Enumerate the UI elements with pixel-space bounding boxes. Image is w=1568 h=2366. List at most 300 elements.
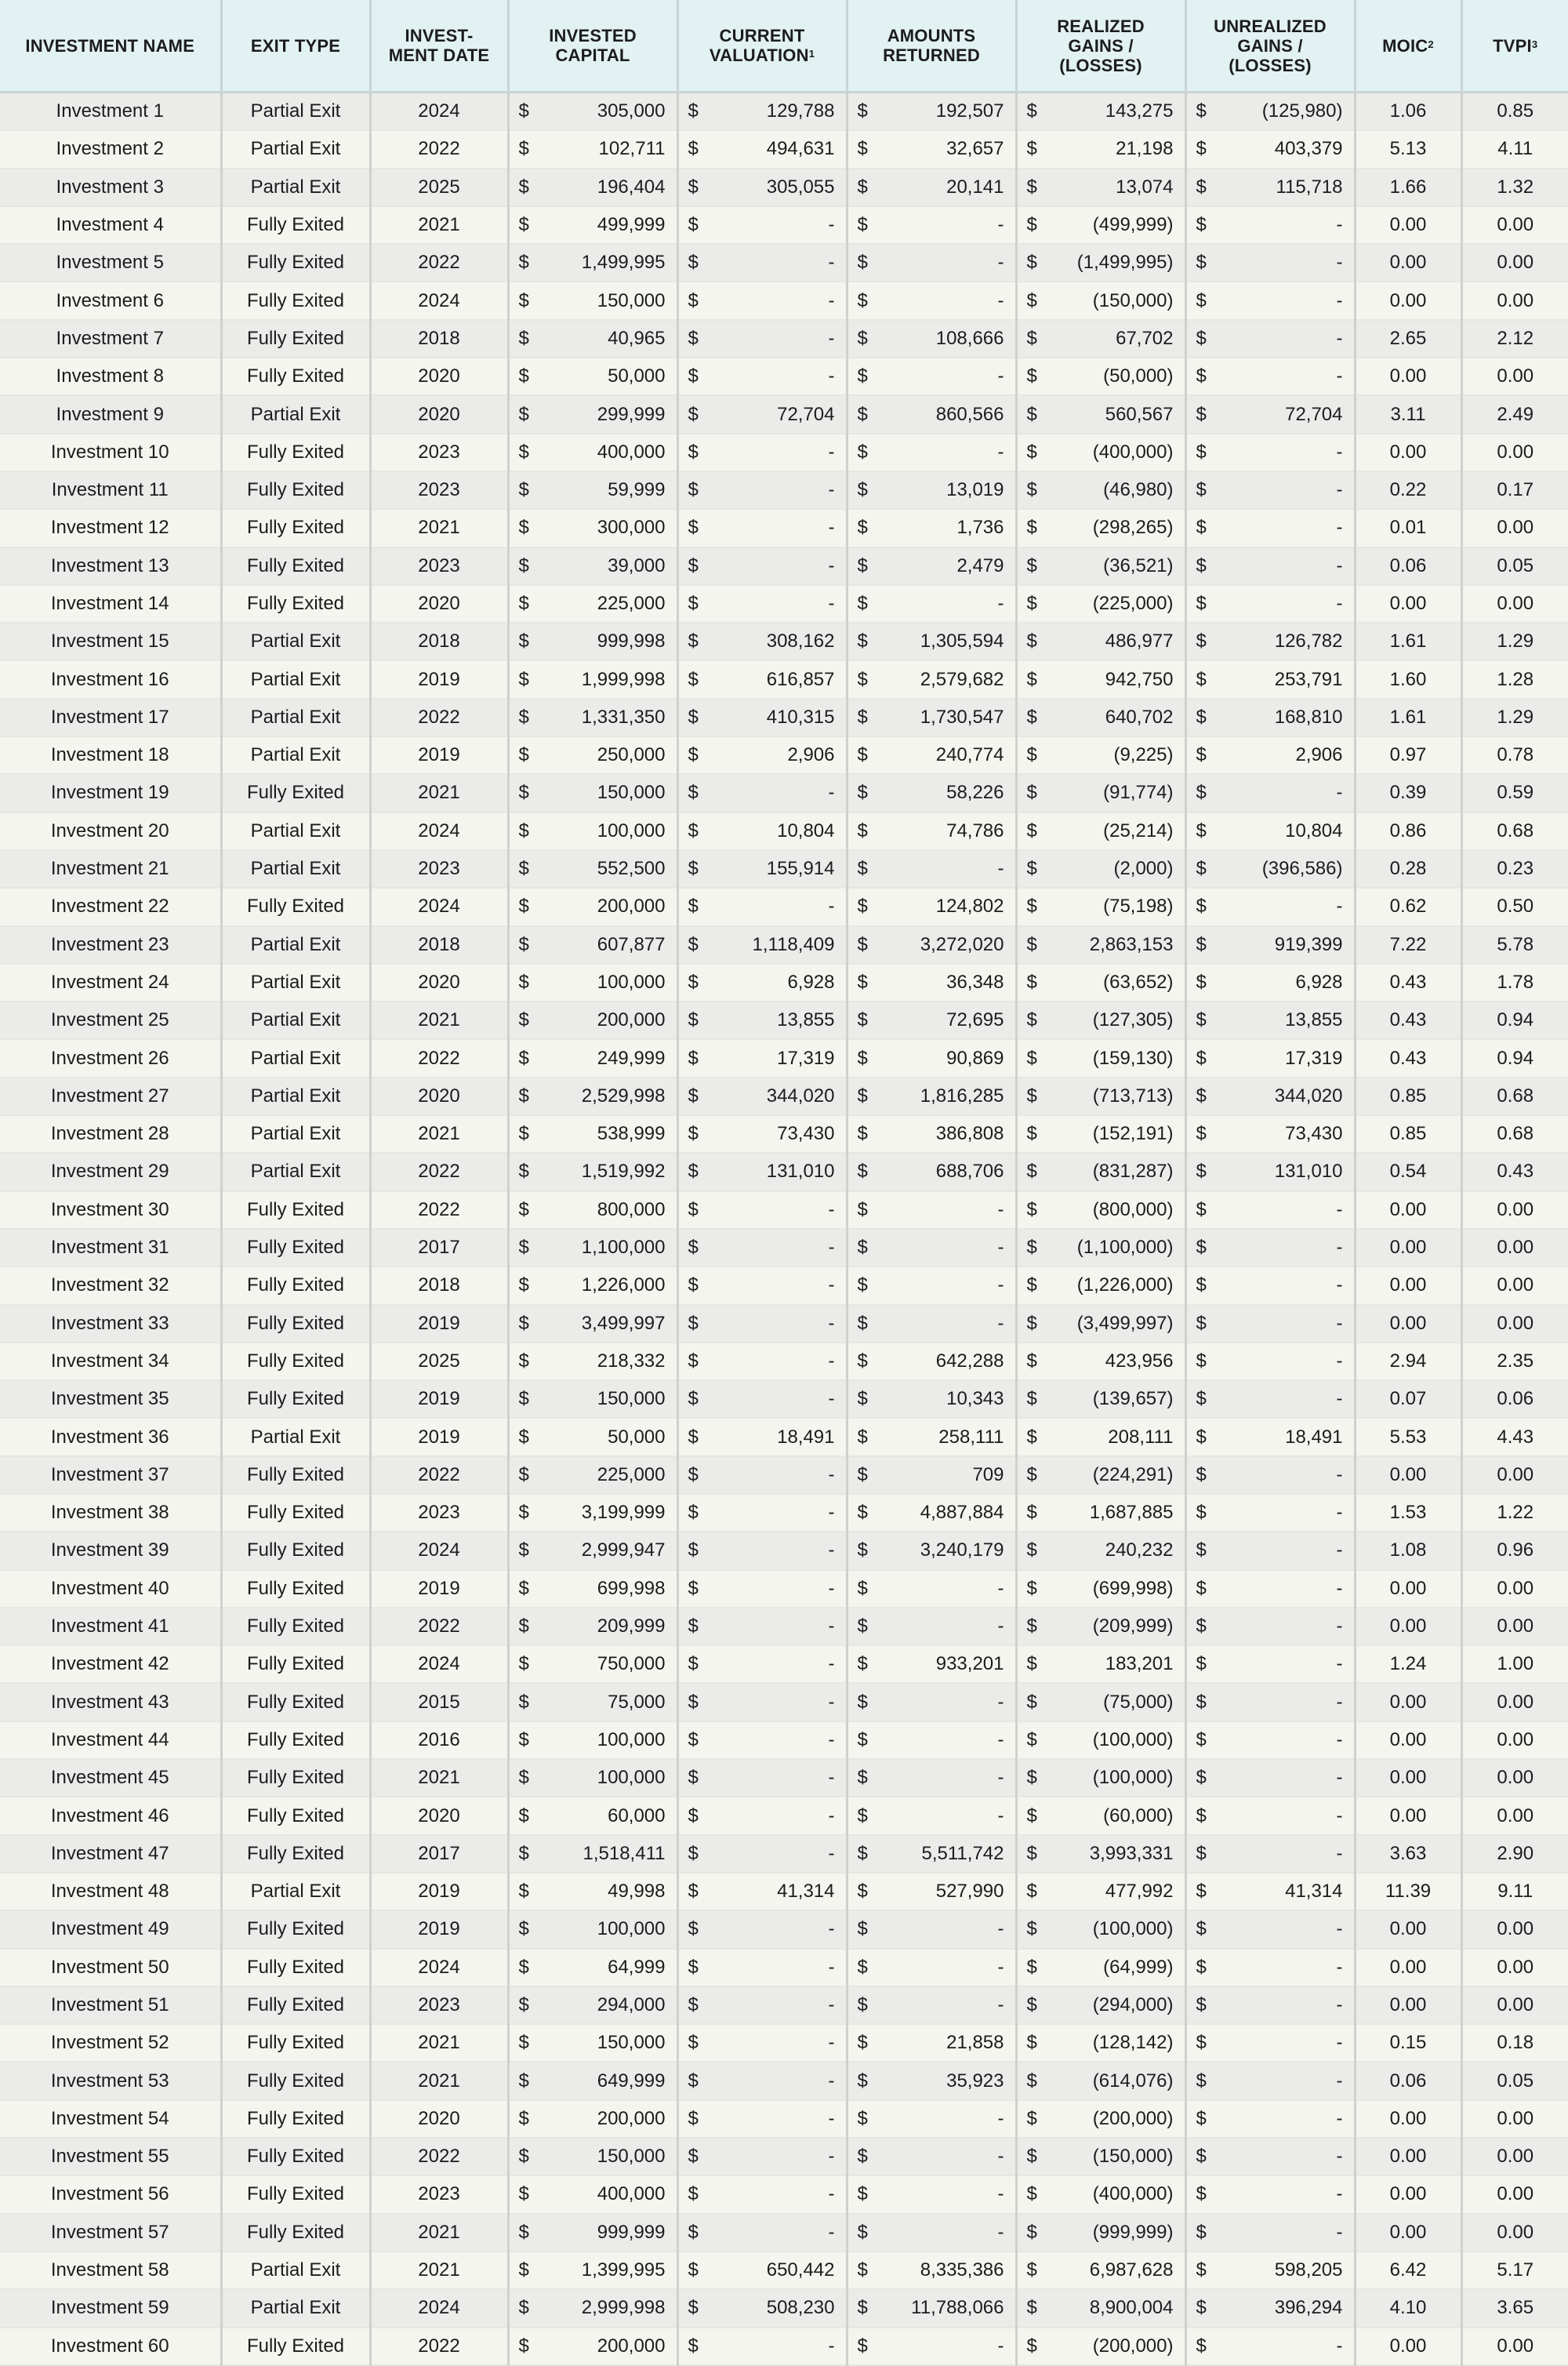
current-valuation-value: - — [828, 593, 835, 614]
investment-name-cell: Investment 43 — [0, 1683, 221, 1721]
current-valuation-value: - — [828, 1804, 835, 1826]
exit-type-cell: Partial Exit — [221, 926, 370, 964]
realized-gains-cell — [1016, 206, 1185, 244]
investment-name-cell: Investment 58 — [0, 2252, 221, 2289]
currency-symbol: $ — [1026, 2183, 1037, 2205]
unrealized-gains-cell — [1185, 1078, 1355, 1115]
exit-type-cell: Partial Exit — [221, 1001, 370, 1039]
unrealized-gains-value: - — [1336, 2183, 1343, 2205]
currency-symbol: $ — [1196, 1539, 1207, 1561]
currency-symbol: $ — [688, 2259, 699, 2281]
investment-date-cell: 2024 — [370, 93, 508, 131]
unrealized-gains-value: - — [1336, 1653, 1343, 1675]
currency-symbol: $ — [1196, 744, 1207, 766]
unrealized-gains-cell — [1185, 2289, 1355, 2327]
current-valuation-cell — [677, 244, 847, 282]
moic-cell: 0.22 — [1355, 471, 1461, 509]
currency-symbol: $ — [857, 1842, 868, 1864]
invested-capital-value: 538,999 — [597, 1123, 666, 1145]
currency-symbol: $ — [1196, 1615, 1207, 1637]
realized-gains-value: (614,076) — [1092, 2070, 1174, 2092]
currency-symbol: $ — [518, 176, 529, 198]
currency-symbol: $ — [857, 2221, 868, 2243]
currency-symbol: $ — [857, 2107, 868, 2129]
investment-date-cell: 2020 — [370, 585, 508, 623]
moic-cell: 0.01 — [1355, 509, 1461, 547]
invested-capital-value: 150,000 — [597, 2032, 666, 2054]
amounts-returned-value: 58,226 — [946, 782, 1004, 804]
investment-name-cell: Investment 4 — [0, 206, 221, 244]
moic-cell: 4.10 — [1355, 2289, 1461, 2327]
currency-symbol: $ — [857, 365, 868, 387]
moic-cell: 0.62 — [1355, 888, 1461, 925]
current-valuation-value: 344,020 — [766, 1085, 835, 1107]
exit-type-cell: Fully Exited — [221, 1570, 370, 1608]
current-valuation-value: - — [828, 365, 835, 387]
currency-symbol: $ — [857, 1198, 868, 1220]
exit-type-cell: Fully Exited — [221, 1305, 370, 1343]
table-row — [0, 623, 1568, 660]
amounts-returned-cell — [847, 1645, 1016, 1683]
currency-symbol: $ — [1196, 2070, 1207, 2092]
invested-capital-value: 999,998 — [597, 631, 666, 652]
currency-symbol: $ — [688, 1502, 699, 1524]
tvpi-cell: 1.00 — [1461, 1645, 1568, 1683]
amounts-returned-value: - — [997, 1993, 1004, 2015]
investment-date-cell: 2018 — [370, 926, 508, 964]
invested-capital-value: 200,000 — [597, 1009, 666, 1031]
currency-symbol: $ — [688, 1274, 699, 1296]
invested-capital-cell — [508, 206, 677, 244]
realized-gains-cell — [1016, 1645, 1185, 1683]
invested-capital-cell — [508, 623, 677, 660]
unrealized-gains-value: 2,906 — [1295, 744, 1343, 766]
current-valuation-value: - — [828, 1767, 835, 1789]
tvpi-cell: 0.00 — [1461, 1797, 1568, 1834]
invested-capital-value: 200,000 — [597, 896, 666, 918]
invested-capital-value: 64,999 — [608, 1956, 666, 1978]
current-valuation-cell — [677, 774, 847, 812]
currency-symbol: $ — [1196, 820, 1207, 841]
moic-cell: 0.06 — [1355, 547, 1461, 585]
table-row — [0, 547, 1568, 585]
moic-cell: 0.00 — [1355, 1986, 1461, 2024]
investment-date-cell: 2019 — [370, 1873, 508, 1910]
unrealized-gains-value: - — [1336, 2335, 1343, 2357]
unrealized-gains-cell — [1185, 850, 1355, 888]
realized-gains-cell — [1016, 1949, 1185, 1986]
currency-symbol: $ — [857, 1161, 868, 1183]
invested-capital-cell — [508, 471, 677, 509]
moic-cell: 0.00 — [1355, 2214, 1461, 2252]
unrealized-gains-cell — [1185, 585, 1355, 623]
invested-capital-value: 100,000 — [597, 971, 666, 993]
unrealized-gains-value: - — [1336, 1577, 1343, 1599]
realized-gains-cell — [1016, 2328, 1185, 2365]
currency-symbol: $ — [518, 1502, 529, 1524]
investment-date-cell: 2021 — [370, 774, 508, 812]
unrealized-gains-value: - — [1336, 554, 1343, 576]
amounts-returned-cell — [847, 699, 1016, 736]
exit-type-cell: Fully Exited — [221, 1949, 370, 1986]
table-row — [0, 964, 1568, 1001]
unrealized-gains-cell — [1185, 1797, 1355, 1834]
currency-symbol: $ — [1196, 971, 1207, 993]
currency-symbol: $ — [518, 2297, 529, 2319]
currency-symbol: $ — [857, 1009, 868, 1031]
realized-gains-value: 3,993,331 — [1089, 1842, 1174, 1864]
realized-gains-cell — [1016, 358, 1185, 395]
currency-symbol: $ — [1026, 554, 1037, 576]
currency-symbol: $ — [688, 2297, 699, 2319]
investment-name-cell: Investment 41 — [0, 1608, 221, 1645]
moic-cell: 0.86 — [1355, 812, 1461, 850]
unrealized-gains-value: - — [1336, 2070, 1343, 2092]
currency-symbol: $ — [1026, 138, 1037, 160]
investment-name-cell: Investment 28 — [0, 1115, 221, 1153]
currency-symbol: $ — [857, 1728, 868, 1750]
investment-name-cell: Investment 13 — [0, 547, 221, 585]
table-row — [0, 2024, 1568, 2062]
realized-gains-cell — [1016, 1305, 1185, 1343]
investment-name-cell: Investment 33 — [0, 1305, 221, 1343]
invested-capital-cell — [508, 1191, 677, 1229]
currency-symbol: $ — [688, 1009, 699, 1031]
current-valuation-cell — [677, 1115, 847, 1153]
investment-name-cell: Investment 21 — [0, 850, 221, 888]
currency-symbol: $ — [688, 1237, 699, 1259]
table-row — [0, 1910, 1568, 1948]
moic-cell: 1.61 — [1355, 623, 1461, 660]
currency-symbol: $ — [857, 1237, 868, 1259]
realized-gains-value: (128,142) — [1092, 2032, 1174, 2054]
invested-capital-value: 1,399,995 — [581, 2259, 666, 2281]
exit-type-cell: Partial Exit — [221, 660, 370, 698]
investment-name-cell: Investment 12 — [0, 509, 221, 547]
amounts-returned-cell — [847, 2252, 1016, 2289]
investment-date-cell: 2018 — [370, 623, 508, 660]
unrealized-gains-value: - — [1336, 1993, 1343, 2015]
currency-symbol: $ — [688, 176, 699, 198]
amounts-returned-value: 1,736 — [956, 517, 1004, 539]
unrealized-gains-cell — [1185, 774, 1355, 812]
currency-symbol: $ — [1026, 1312, 1037, 1334]
investment-date-cell: 2021 — [370, 2214, 508, 2252]
current-valuation-cell — [677, 850, 847, 888]
invested-capital-value: 59,999 — [608, 479, 666, 501]
currency-symbol: $ — [857, 744, 868, 766]
unrealized-gains-value: - — [1336, 1804, 1343, 1826]
tvpi-cell: 4.11 — [1461, 130, 1568, 168]
current-valuation-cell — [677, 1267, 847, 1304]
realized-gains-cell — [1016, 1456, 1185, 1494]
currency-symbol: $ — [857, 933, 868, 955]
unrealized-gains-value: 115,718 — [1276, 176, 1343, 198]
unrealized-gains-value: - — [1336, 252, 1343, 274]
unrealized-gains-value: 919,399 — [1274, 933, 1343, 955]
amounts-returned-cell — [847, 623, 1016, 660]
currency-symbol: $ — [1026, 1463, 1037, 1485]
investment-name-cell: Investment 57 — [0, 2214, 221, 2252]
realized-gains-value: (75,198) — [1103, 896, 1174, 918]
table-row — [0, 2214, 1568, 2252]
currency-symbol: $ — [1026, 2032, 1037, 2054]
tvpi-cell: 0.00 — [1461, 1191, 1568, 1229]
currency-symbol: $ — [1026, 631, 1037, 652]
tvpi-cell: 0.00 — [1461, 1949, 1568, 1986]
currency-symbol: $ — [518, 214, 529, 236]
unrealized-gains-value: 10,804 — [1285, 820, 1343, 841]
currency-symbol: $ — [518, 2070, 529, 2092]
current-valuation-cell — [677, 1835, 847, 1873]
unrealized-gains-value: - — [1336, 1728, 1343, 1750]
tvpi-cell: 1.29 — [1461, 623, 1568, 660]
invested-capital-value: 150,000 — [597, 2146, 666, 2168]
invested-capital-cell — [508, 244, 677, 282]
investment-name-cell: Investment 42 — [0, 1645, 221, 1683]
unrealized-gains-value: - — [1336, 2146, 1343, 2168]
currency-symbol: $ — [688, 1463, 699, 1485]
currency-symbol: $ — [688, 1956, 699, 1978]
realized-gains-value: (75,000) — [1103, 1691, 1174, 1713]
amounts-returned-cell — [847, 964, 1016, 1001]
invested-capital-cell — [508, 926, 677, 964]
currency-symbol: $ — [518, 1767, 529, 1789]
exit-type-cell: Fully Exited — [221, 1532, 370, 1569]
amounts-returned-cell — [847, 1078, 1016, 1115]
currency-symbol: $ — [518, 365, 529, 387]
currency-symbol: $ — [518, 1691, 529, 1713]
amounts-returned-cell — [847, 2328, 1016, 2365]
moic-cell: 0.43 — [1355, 964, 1461, 1001]
current-valuation-cell — [677, 1797, 847, 1834]
currency-symbol: $ — [1196, 1198, 1207, 1220]
current-valuation-cell — [677, 471, 847, 509]
currency-symbol: $ — [688, 100, 699, 122]
exit-type-cell: Partial Exit — [221, 1153, 370, 1190]
amounts-returned-cell — [847, 1873, 1016, 1910]
exit-type-cell: Fully Exited — [221, 2138, 370, 2175]
exit-type-cell: Fully Exited — [221, 244, 370, 282]
currency-symbol: $ — [518, 782, 529, 804]
current-valuation-cell — [677, 1986, 847, 2024]
tvpi-cell: 0.00 — [1461, 1570, 1568, 1608]
moic-cell: 0.00 — [1355, 1305, 1461, 1343]
amounts-returned-cell — [847, 2214, 1016, 2252]
amounts-returned-value: 1,730,547 — [920, 706, 1004, 728]
invested-capital-value: 100,000 — [597, 820, 666, 841]
currency-symbol: $ — [688, 1312, 699, 1334]
amounts-returned-cell — [847, 1835, 1016, 1873]
investment-name-cell: Investment 36 — [0, 1418, 221, 1456]
unrealized-gains-cell — [1185, 1986, 1355, 2024]
unrealized-gains-cell — [1185, 1305, 1355, 1343]
currency-symbol: $ — [518, 441, 529, 463]
investment-name-cell: Investment 44 — [0, 1721, 221, 1759]
currency-symbol: $ — [518, 138, 529, 160]
current-valuation-value: 131,010 — [766, 1161, 835, 1183]
invested-capital-cell — [508, 2289, 677, 2327]
amounts-returned-value: - — [997, 365, 1004, 387]
investment-name-cell: Investment 31 — [0, 1229, 221, 1267]
moic-cell: 0.85 — [1355, 1078, 1461, 1115]
amounts-returned-value: 1,816,285 — [920, 1085, 1004, 1107]
invested-capital-cell — [508, 1305, 677, 1343]
invested-capital-value: 607,877 — [597, 933, 666, 955]
investment-name-cell: Investment 5 — [0, 244, 221, 282]
current-valuation-value: 13,855 — [777, 1009, 835, 1031]
currency-symbol: $ — [688, 1123, 699, 1145]
tvpi-cell: 0.00 — [1461, 1759, 1568, 1797]
exit-type-cell: Fully Exited — [221, 1986, 370, 2024]
current-valuation-value: - — [828, 1577, 835, 1599]
investment-date-cell: 2024 — [370, 1532, 508, 1569]
unrealized-gains-value: - — [1336, 1956, 1343, 1978]
current-valuation-value: - — [828, 214, 835, 236]
unrealized-gains-cell — [1185, 93, 1355, 131]
invested-capital-value: 100,000 — [597, 1918, 666, 1940]
invested-capital-value: 552,500 — [597, 858, 666, 880]
footnote-marker-1: 1 — [808, 48, 815, 60]
realized-gains-value: 2,863,153 — [1089, 933, 1174, 955]
currency-symbol: $ — [857, 2259, 868, 2281]
currency-symbol: $ — [1026, 1350, 1037, 1372]
invested-capital-value: 400,000 — [597, 2183, 666, 2205]
realized-gains-cell — [1016, 547, 1185, 585]
amounts-returned-cell — [847, 509, 1016, 547]
amounts-returned-cell — [847, 244, 1016, 282]
current-valuation-value: 73,430 — [777, 1123, 835, 1145]
currency-symbol: $ — [1196, 1123, 1207, 1145]
moic-cell: 0.28 — [1355, 850, 1461, 888]
amounts-returned-cell — [847, 2175, 1016, 2213]
invested-capital-cell — [508, 1418, 677, 1456]
exit-type-cell: Partial Exit — [221, 2289, 370, 2327]
realized-gains-value: 1,687,885 — [1089, 1502, 1174, 1524]
invested-capital-cell — [508, 1380, 677, 1418]
amounts-returned-cell — [847, 1949, 1016, 1986]
moic-cell: 0.00 — [1355, 2100, 1461, 2138]
unrealized-gains-cell — [1185, 2328, 1355, 2365]
realized-gains-value: (100,000) — [1092, 1918, 1174, 1940]
current-valuation-cell — [677, 1380, 847, 1418]
investment-name-cell: Investment 11 — [0, 471, 221, 509]
currency-symbol: $ — [1026, 1502, 1037, 1524]
investment-date-cell: 2019 — [370, 1570, 508, 1608]
table-row — [0, 812, 1568, 850]
invested-capital-value: 1,226,000 — [581, 1274, 666, 1296]
currency-symbol: $ — [518, 403, 529, 425]
unrealized-gains-value: - — [1336, 441, 1343, 463]
currency-symbol: $ — [1026, 441, 1037, 463]
tvpi-cell: 0.00 — [1461, 1305, 1568, 1343]
currency-symbol: $ — [688, 706, 699, 728]
currency-symbol: $ — [1196, 2146, 1207, 2168]
currency-symbol: $ — [518, 1842, 529, 1864]
exit-type-cell: Partial Exit — [221, 1418, 370, 1456]
unrealized-gains-cell — [1185, 1343, 1355, 1380]
investment-name-cell: Investment 47 — [0, 1835, 221, 1873]
currency-symbol: $ — [688, 289, 699, 311]
invested-capital-cell — [508, 1153, 677, 1190]
current-valuation-value: - — [828, 2107, 835, 2129]
currency-symbol: $ — [1196, 706, 1207, 728]
invested-capital-value: 250,000 — [597, 744, 666, 766]
amounts-returned-cell — [847, 471, 1016, 509]
currency-symbol: $ — [1196, 138, 1207, 160]
currency-symbol: $ — [688, 2146, 699, 2168]
currency-symbol: $ — [688, 1047, 699, 1069]
unrealized-gains-value: 253,791 — [1274, 668, 1343, 690]
currency-symbol: $ — [1026, 1085, 1037, 1107]
current-valuation-value: - — [828, 1198, 835, 1220]
invested-capital-cell — [508, 1721, 677, 1759]
exit-type-cell: Partial Exit — [221, 395, 370, 433]
unrealized-gains-cell — [1185, 888, 1355, 925]
current-valuation-value: - — [828, 2335, 835, 2357]
realized-gains-cell — [1016, 2175, 1185, 2213]
currency-symbol: $ — [1026, 1918, 1037, 1940]
currency-symbol: $ — [1026, 2070, 1037, 2092]
unrealized-gains-value: - — [1336, 2221, 1343, 2243]
realized-gains-value: (100,000) — [1092, 1728, 1174, 1750]
currency-symbol: $ — [857, 858, 868, 880]
amounts-returned-cell — [847, 1721, 1016, 1759]
currency-symbol: $ — [518, 1426, 529, 1448]
currency-symbol: $ — [518, 896, 529, 918]
amounts-returned-cell — [847, 434, 1016, 471]
current-valuation-value: - — [828, 2221, 835, 2243]
realized-gains-cell — [1016, 471, 1185, 509]
current-valuation-value: - — [828, 252, 835, 274]
currency-symbol: $ — [1196, 2259, 1207, 2281]
amounts-returned-cell — [847, 1229, 1016, 1267]
table-row — [0, 1683, 1568, 1721]
amounts-returned-cell — [847, 93, 1016, 131]
invested-capital-cell — [508, 2062, 677, 2099]
investment-date-cell: 2021 — [370, 509, 508, 547]
realized-gains-value: (1,499,995) — [1076, 252, 1174, 274]
investment-date-cell: 2019 — [370, 660, 508, 698]
investment-date-cell: 2022 — [370, 1039, 508, 1077]
realized-gains-value: (159,130) — [1092, 1047, 1174, 1069]
currency-symbol: $ — [518, 1388, 529, 1410]
investment-name-cell: Investment 26 — [0, 1039, 221, 1077]
exit-type-cell: Fully Exited — [221, 1456, 370, 1494]
table-row — [0, 1570, 1568, 1608]
current-valuation-value: 616,857 — [766, 668, 835, 690]
currency-symbol: $ — [1196, 1274, 1207, 1296]
currency-symbol: $ — [518, 1804, 529, 1826]
amounts-returned-cell — [847, 1910, 1016, 1948]
invested-capital-cell — [508, 774, 677, 812]
unrealized-gains-cell — [1185, 660, 1355, 698]
investment-date-cell: 2019 — [370, 736, 508, 774]
currency-symbol: $ — [1196, 1767, 1207, 1789]
currency-symbol: $ — [1196, 289, 1207, 311]
tvpi-cell: 0.00 — [1461, 358, 1568, 395]
currency-symbol: $ — [857, 1350, 868, 1372]
exit-type-cell: Fully Exited — [221, 509, 370, 547]
currency-symbol: $ — [857, 593, 868, 614]
investment-name-cell: Investment 24 — [0, 964, 221, 1001]
currency-symbol: $ — [857, 896, 868, 918]
amounts-returned-cell — [847, 1532, 1016, 1569]
investment-date-cell: 2022 — [370, 2328, 508, 2365]
current-valuation-value: - — [828, 327, 835, 349]
exit-type-cell: Partial Exit — [221, 1115, 370, 1153]
investment-name-cell: Investment 6 — [0, 282, 221, 319]
